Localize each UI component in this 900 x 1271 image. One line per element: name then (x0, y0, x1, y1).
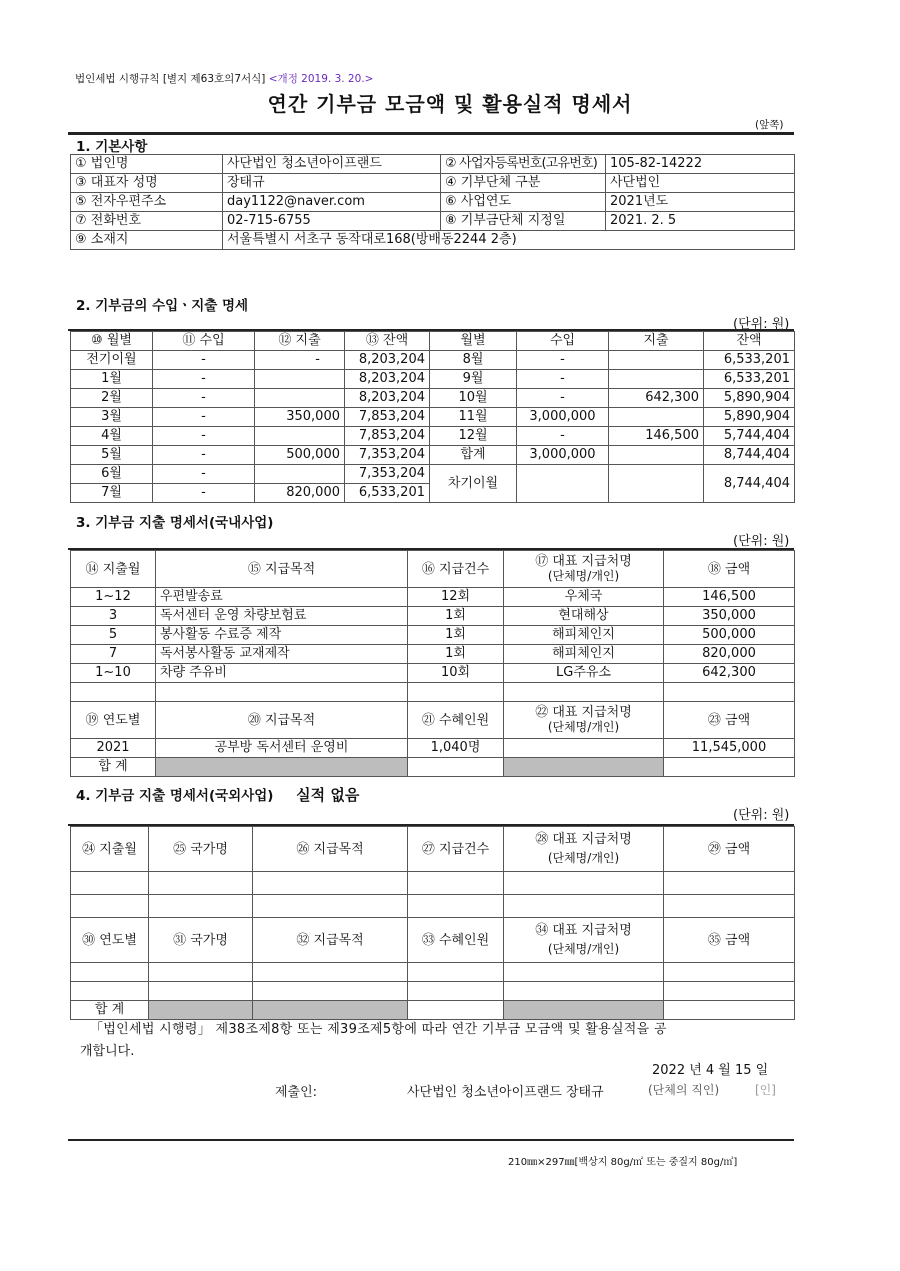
col-header: ⑫ 지출 (255, 332, 345, 351)
info-label: ③ 대표자 성명 (71, 174, 223, 193)
cell: 봉사활동 수료증 제작 (156, 626, 408, 645)
carry-forward-label: 차기이월 (430, 465, 517, 503)
cell: 7 (71, 645, 156, 664)
info-row (71, 193, 795, 212)
section3-title: 3. 기부금 지출 명세서(국내사업) (76, 515, 274, 531)
cell (71, 982, 149, 1001)
cell (71, 895, 149, 918)
info-value: 사단법인 청소년아이프랜드 (223, 155, 441, 174)
info-value: day1122@naver.com (223, 193, 441, 212)
cell: 5,744,404 (704, 427, 795, 446)
cell: 8월 (430, 351, 517, 370)
statement-line-2: 개합니다. (80, 1044, 135, 1059)
info-label: ⑦ 전화번호 (71, 212, 223, 231)
cell: - (153, 427, 255, 446)
cell: 12회 (408, 588, 504, 607)
col-header: ⑯ 지급건수 (408, 551, 504, 588)
cell (664, 872, 795, 895)
col-header: ㉛ 국가명 (149, 918, 253, 963)
cell (71, 872, 149, 895)
info-row (71, 231, 795, 250)
table-row (71, 446, 795, 465)
section4-title-text: 4. 기부금 지출 명세서(국외사업) (76, 788, 274, 804)
section2-title: 2. 기부금의 수입ㆍ지출 명세 (76, 298, 249, 314)
section4-title (76, 784, 359, 805)
cell (664, 982, 795, 1001)
shaded-cell (504, 1001, 664, 1020)
col-header-line: ㉞ 대표 지급처명 (535, 923, 632, 938)
table-row (71, 645, 795, 664)
page-title: 연간 기부금 모금액 및 활용실적 명세서 (267, 92, 633, 116)
col-header-line: (단체명/개인) (547, 851, 620, 865)
cell: 10월 (430, 389, 517, 408)
carry-forward-balance: 8,744,404 (704, 465, 795, 503)
section4-unit: (단위: 원) (733, 808, 790, 823)
info-label: ④ 기부단체 구분 (441, 174, 606, 193)
col-header: ㉚ 연도별 (71, 918, 149, 963)
info-value: 장태규 (223, 174, 441, 193)
info-value: 2021. 2. 5 (606, 212, 795, 231)
cell (504, 683, 664, 702)
cell (156, 683, 408, 702)
basic-info-table (70, 154, 795, 250)
cell: 1회 (408, 645, 504, 664)
table-row-empty (71, 895, 795, 918)
cell (255, 465, 345, 484)
shaded-cell (504, 758, 664, 777)
table-row (71, 427, 795, 446)
cell (609, 408, 704, 427)
col-header: ⑩ 월별 (71, 332, 153, 351)
col-header: ㉔ 지출월 (71, 827, 149, 872)
cell: 5월 (71, 446, 153, 465)
table-row (71, 607, 795, 626)
shaded-cell (253, 1001, 408, 1020)
col-header: ㉗ 지급건수 (408, 827, 504, 872)
cell (504, 895, 664, 918)
info-row (71, 155, 795, 174)
cell (504, 872, 664, 895)
col-header: ⑭ 지출월 (71, 551, 156, 588)
col-header-line: ㉘ 대표 지급처명 (535, 832, 632, 847)
cell (609, 370, 704, 389)
seal-placeholder: [인] (755, 1083, 776, 1097)
cell: 6,533,201 (704, 351, 795, 370)
col-header: ㉓ 금액 (664, 702, 795, 739)
table-header-row (71, 827, 795, 872)
cell: 642,300 (664, 664, 795, 683)
cell (71, 963, 149, 982)
table-row-empty (71, 872, 795, 895)
submitter-name: 사단법인 청소년아이프랜드 장태규 (407, 1085, 604, 1100)
info-value: 사단법인 (606, 174, 795, 193)
col-header: ⑱ 금액 (664, 551, 795, 588)
info-label: ① 법인명 (71, 155, 223, 174)
col-header-line: ㉒ 대표 지급처명 (535, 705, 632, 720)
shaded-cell (156, 758, 408, 777)
cell: 우체국 (504, 588, 664, 607)
col-header: ⑪ 수입 (153, 332, 255, 351)
cell (253, 872, 408, 895)
cell: 1~12 (71, 588, 156, 607)
cell (255, 427, 345, 446)
cell (255, 370, 345, 389)
cell (504, 982, 664, 1001)
cell: 독서봉사활동 교재제작 (156, 645, 408, 664)
law-ref-text: 법인세법 시행규칙 [별지 제63호의7서식] (75, 73, 266, 85)
page-side-label: (앞쪽) (755, 119, 784, 131)
col-header (504, 827, 664, 872)
col-header: ㉑ 수혜인원 (408, 702, 504, 739)
col-header-line: (단체명/개인) (547, 569, 620, 583)
domestic-expense-table (70, 550, 795, 777)
address-value: 서울특별시 서초구 동작대로168(방배동2244 2층) (223, 231, 795, 250)
cell: 2월 (71, 389, 153, 408)
cell (408, 982, 504, 1001)
cell: 8,203,204 (345, 351, 430, 370)
cell: 8,203,204 (345, 389, 430, 408)
cell: 6,533,201 (345, 484, 430, 503)
col-header (504, 551, 664, 588)
cell: 1회 (408, 626, 504, 645)
table-row-empty (71, 982, 795, 1001)
info-label: ② 사업자등록번호(고유번호) (441, 155, 606, 174)
cell: 4월 (71, 427, 153, 446)
cell (664, 895, 795, 918)
col-header: 수입 (517, 332, 609, 351)
cell: - (153, 465, 255, 484)
cell: LG주유소 (504, 664, 664, 683)
col-header-line: (단체명/개인) (547, 720, 620, 734)
paper-spec: 210㎜×297㎜[백상지 80g/㎡ 또는 중질지 80g/㎡] (508, 1157, 738, 1168)
cell: - (153, 484, 255, 503)
cell: 10회 (408, 664, 504, 683)
section2-unit: (단위: 원) (733, 317, 790, 332)
table-row-empty (71, 683, 795, 702)
col-header: 월별 (430, 332, 517, 351)
section1-title: 1. 기본사항 (76, 139, 148, 155)
col-header: ㉟ 금액 (664, 918, 795, 963)
cell (408, 872, 504, 895)
total-label: 합 계 (71, 1001, 149, 1020)
section3-unit: (단위: 원) (733, 534, 790, 549)
cell: 1월 (71, 370, 153, 389)
cell: 350,000 (255, 408, 345, 427)
cell: 5 (71, 626, 156, 645)
cell: 12월 (430, 427, 517, 446)
col-header: 지출 (609, 332, 704, 351)
cell: 3,000,000 (517, 408, 609, 427)
cell: 3월 (71, 408, 153, 427)
cell: - (153, 446, 255, 465)
cell: 350,000 (664, 607, 795, 626)
law-reference (75, 71, 373, 86)
cell: 5,890,904 (704, 408, 795, 427)
total-row (71, 758, 795, 777)
col-header: ㉙ 금액 (664, 827, 795, 872)
table-row (71, 465, 795, 484)
cell: 해피체인지 (504, 626, 664, 645)
cell: 3 (71, 607, 156, 626)
cell (253, 895, 408, 918)
cell: 해피체인지 (504, 645, 664, 664)
cell: 1~10 (71, 664, 156, 683)
overseas-expense-table (70, 826, 795, 1020)
cell: 3,000,000 (517, 446, 609, 465)
col-header: 잔액 (704, 332, 795, 351)
submission-date: 2022 년 4 월 15 일 (652, 1063, 769, 1078)
shaded-cell (149, 1001, 253, 1020)
cell: 7,353,204 (345, 465, 430, 484)
cell: 우편발송료 (156, 588, 408, 607)
cell: 820,000 (255, 484, 345, 503)
cell: - (517, 351, 609, 370)
info-label: ⑥ 사업연도 (441, 193, 606, 212)
table-row (71, 351, 795, 370)
cell: - (517, 370, 609, 389)
table-row (71, 389, 795, 408)
cell (408, 683, 504, 702)
cell (253, 963, 408, 982)
info-value: 2021년도 (606, 193, 795, 212)
col-header: ⑮ 지급목적 (156, 551, 408, 588)
table-row (71, 626, 795, 645)
cell: 7월 (71, 484, 153, 503)
cell (408, 963, 504, 982)
cell: 11,545,000 (664, 739, 795, 758)
col-header: ㉖ 지급목적 (253, 827, 408, 872)
info-label: ⑧ 기부금단체 지정일 (441, 212, 606, 231)
cell: 현대해상 (504, 607, 664, 626)
title-rule (68, 132, 794, 135)
cell: - (153, 351, 255, 370)
cell (609, 465, 704, 503)
cell: 6,533,201 (704, 370, 795, 389)
cell: 공부방 독서센터 운영비 (156, 739, 408, 758)
statement-line-1: 「법인세법 시행령」 제38조제8항 또는 제39조제5항에 따라 연간 기부금 모금액 및 활용실적을 공 (90, 1022, 667, 1037)
table-header-row (71, 918, 795, 963)
cell: 642,300 (609, 389, 704, 408)
cell: 500,000 (664, 626, 795, 645)
cell (517, 465, 609, 503)
cell: 9월 (430, 370, 517, 389)
cell (149, 982, 253, 1001)
no-record-note: 실적 없음 (296, 786, 360, 804)
cell (609, 446, 704, 465)
col-header: ㉜ 지급목적 (253, 918, 408, 963)
cell (408, 895, 504, 918)
cell (408, 1001, 504, 1020)
col-header: ㉕ 국가명 (149, 827, 253, 872)
cell: 차량 주유비 (156, 664, 408, 683)
table-row (71, 370, 795, 389)
cell: - (153, 389, 255, 408)
cell (664, 963, 795, 982)
info-value: 105-82-14222 (606, 155, 795, 174)
cell: 7,853,204 (345, 408, 430, 427)
submitter-label: 제출인: (275, 1085, 318, 1100)
cell: 1회 (408, 607, 504, 626)
table-header-row (71, 702, 795, 739)
cell: 500,000 (255, 446, 345, 465)
col-header: ⑲ 연도별 (71, 702, 156, 739)
table-row (71, 664, 795, 683)
info-label: ⑤ 전자우편주소 (71, 193, 223, 212)
total-row (71, 1001, 795, 1020)
cell: 전기이월 (71, 351, 153, 370)
cell (149, 963, 253, 982)
table-row (71, 739, 795, 758)
col-header: ⑳ 지급목적 (156, 702, 408, 739)
seal-note: (단체의 직인) (648, 1083, 720, 1097)
cell: 2021 (71, 739, 156, 758)
table-header-row (71, 551, 795, 588)
cell: 7,853,204 (345, 427, 430, 446)
cell: 146,500 (664, 588, 795, 607)
table-row (71, 408, 795, 427)
info-row (71, 212, 795, 231)
cell (149, 872, 253, 895)
cell: 820,000 (664, 645, 795, 664)
col-header (504, 918, 664, 963)
cell: - (255, 351, 345, 370)
cell (664, 683, 795, 702)
cell (408, 758, 504, 777)
cell (504, 739, 664, 758)
col-header-line: ⑰ 대표 지급처명 (535, 554, 632, 569)
cell: 7,353,204 (345, 446, 430, 465)
cell (664, 758, 795, 777)
cell: 8,203,204 (345, 370, 430, 389)
cell: - (153, 408, 255, 427)
cell: - (517, 427, 609, 446)
col-header-line: (단체명/개인) (547, 942, 620, 956)
cell (149, 895, 253, 918)
revision-text: <개정 2019. 3. 20.> (268, 73, 374, 85)
table-row (71, 588, 795, 607)
col-header: ⑬ 잔액 (345, 332, 430, 351)
cell (255, 389, 345, 408)
cell: 8,744,404 (704, 446, 795, 465)
address-label: ⑨ 소재지 (71, 231, 223, 250)
cell: 6월 (71, 465, 153, 484)
cell (609, 351, 704, 370)
cell (664, 1001, 795, 1020)
col-header (504, 702, 664, 739)
cell: 5,890,904 (704, 389, 795, 408)
income-expense-table (70, 331, 795, 503)
cell (253, 982, 408, 1001)
cell: 1,040명 (408, 739, 504, 758)
cell: - (517, 389, 609, 408)
cell (71, 683, 156, 702)
cell (504, 963, 664, 982)
cell: 합계 (430, 446, 517, 465)
table-row-empty (71, 963, 795, 982)
total-label: 합 계 (71, 758, 156, 777)
cell: 독서센터 운영 차량보험료 (156, 607, 408, 626)
cell: 11월 (430, 408, 517, 427)
info-value: 02-715-6755 (223, 212, 441, 231)
col-header: ㉝ 수혜인원 (408, 918, 504, 963)
footer-rule (68, 1139, 794, 1141)
info-row (71, 174, 795, 193)
table-header-row (71, 332, 795, 351)
cell: 146,500 (609, 427, 704, 446)
cell: - (153, 370, 255, 389)
